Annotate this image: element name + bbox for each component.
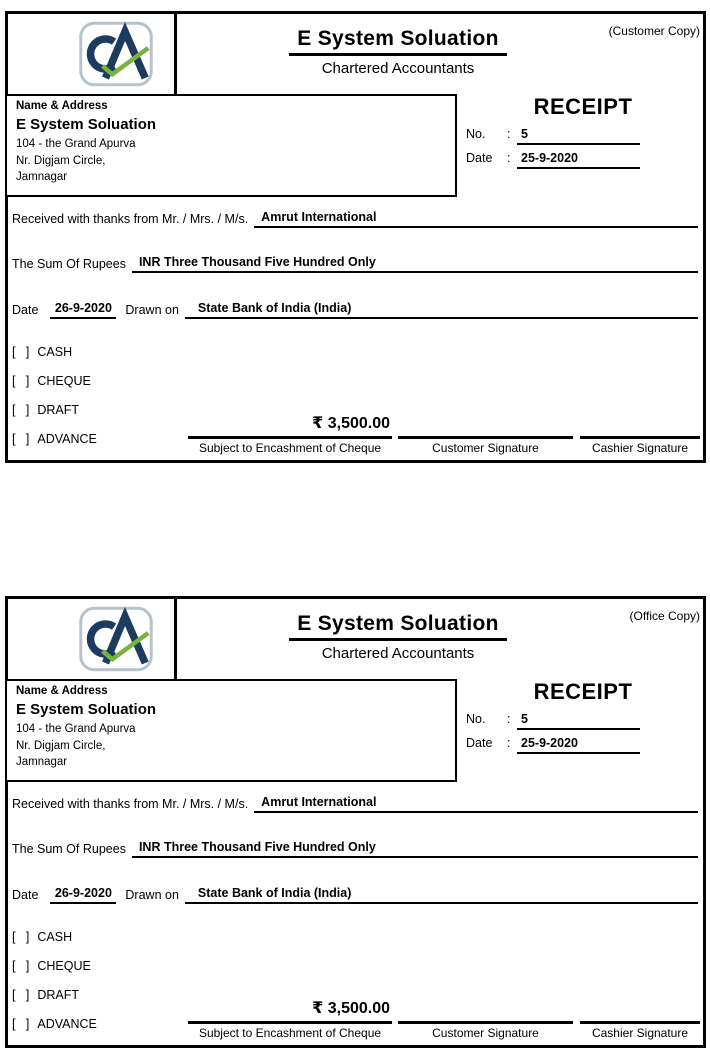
payment-mode-label: ADVANCE xyxy=(37,432,97,446)
address-name: E System Soluation xyxy=(16,116,157,133)
cheque-date-value: 26-9-2020 xyxy=(50,301,116,319)
address-heading: Name & Address xyxy=(16,685,108,697)
receipt-date-label: Date xyxy=(466,151,493,165)
receipt-no-row xyxy=(466,127,640,145)
payment-mode-list xyxy=(12,345,97,461)
cashier-signature-block xyxy=(580,997,700,1040)
drawn-on-label: Drawn on xyxy=(125,303,179,317)
receipt-no-separator: : xyxy=(507,712,511,726)
address-box xyxy=(5,94,457,197)
ca-logo-icon xyxy=(77,606,155,672)
payment-mode-label: CHEQUE xyxy=(37,959,91,973)
sum-of-rupees-row xyxy=(12,255,698,273)
payment-mode-label: DRAFT xyxy=(37,403,80,417)
amount-value: ₹ 3,500.00 xyxy=(312,415,390,432)
received-from-value: Amrut International xyxy=(254,795,698,813)
signature-strip xyxy=(188,412,700,455)
customer-signature-caption: Customer Signature xyxy=(398,436,573,455)
receipt-heading: RECEIPT xyxy=(533,94,633,119)
amount-value: ₹ 3,500.00 xyxy=(312,1000,390,1017)
cheque-checkbox: [ ] xyxy=(12,959,30,973)
drawn-on-value: State Bank of India (India) xyxy=(185,886,698,904)
payment-mode-list xyxy=(12,930,97,1046)
payment-mode-cheque xyxy=(12,374,97,403)
received-from-row xyxy=(12,795,698,813)
customer-signature-block xyxy=(398,997,573,1040)
draft-checkbox: [ ] xyxy=(12,988,30,1002)
draft-checkbox: [ ] xyxy=(12,403,30,417)
receipt-no-value: 5 xyxy=(517,712,640,730)
payment-mode-cash xyxy=(12,345,97,374)
payment-mode-draft xyxy=(12,988,97,1017)
cashier-signature-caption: Cashier Signature xyxy=(580,436,700,455)
address-line: Jamnagar xyxy=(16,171,68,183)
address-line: Nr. Digjam Circle, xyxy=(16,739,106,752)
address-name: E System Soluation xyxy=(16,701,157,718)
advance-checkbox: [ ] xyxy=(12,1017,30,1031)
receipt-date-row xyxy=(466,151,640,169)
receipt-card xyxy=(5,11,706,463)
amount-caption: Subject to Encashment of Cheque xyxy=(188,436,392,455)
payment-mode-advance xyxy=(12,432,97,461)
sum-of-rupees-label: The Sum Of Rupees xyxy=(12,842,126,856)
receipt-heading: RECEIPT xyxy=(533,679,633,704)
receipt-no-label: No. xyxy=(466,712,486,726)
cheque-date-label: Date xyxy=(12,303,39,317)
firm-subtitle: Chartered Accountants xyxy=(321,645,475,662)
sum-of-rupees-value: INR Three Thousand Five Hundred Only xyxy=(132,255,698,273)
payment-mode-label: CHEQUE xyxy=(37,374,91,388)
receipt-date-label: Date xyxy=(466,736,493,750)
receipt-date-value: 25-9-2020 xyxy=(517,736,640,754)
payment-mode-label: CASH xyxy=(37,930,73,944)
sum-of-rupees-row xyxy=(12,840,698,858)
signature-strip xyxy=(188,997,700,1040)
receipt-no-label: No. xyxy=(466,127,486,141)
receipt-card xyxy=(5,596,706,1048)
payment-mode-label: CASH xyxy=(37,345,73,359)
amount-block xyxy=(188,997,392,1040)
receipt-no-value: 5 xyxy=(517,127,640,145)
header-divider xyxy=(174,599,177,680)
cashier-signature-caption: Cashier Signature xyxy=(580,1021,700,1040)
customer-signature-block xyxy=(398,412,573,455)
firm-header xyxy=(213,27,583,77)
firm-title: E System Soluation xyxy=(289,27,506,56)
payment-mode-draft xyxy=(12,403,97,432)
drawn-on-value: State Bank of India (India) xyxy=(185,301,698,319)
received-from-value: Amrut International xyxy=(254,210,698,228)
ca-logo xyxy=(77,606,155,672)
sum-of-rupees-label: The Sum Of Rupees xyxy=(12,257,126,271)
receipt-date-separator: : xyxy=(507,151,511,165)
address-box xyxy=(5,679,457,782)
copy-label: (Office Copy) xyxy=(629,609,700,623)
advance-checkbox: [ ] xyxy=(12,432,30,446)
payment-mode-label: ADVANCE xyxy=(37,1017,97,1031)
firm-title: E System Soluation xyxy=(289,612,506,641)
received-from-label: Received with thanks from Mr. / Mrs. / M/s. xyxy=(12,212,249,226)
received-from-row xyxy=(12,210,698,228)
firm-subtitle: Chartered Accountants xyxy=(321,60,475,77)
ca-logo-icon xyxy=(77,21,155,87)
firm-header xyxy=(213,612,583,662)
address-line: Nr. Digjam Circle, xyxy=(16,154,106,167)
receipt-no-row xyxy=(466,712,640,730)
cheque-date-label: Date xyxy=(12,888,39,902)
receipt-date-value: 25-9-2020 xyxy=(517,151,640,169)
customer-signature-caption: Customer Signature xyxy=(398,1021,573,1040)
payment-mode-cheque xyxy=(12,959,97,988)
cash-checkbox: [ ] xyxy=(12,930,30,944)
received-from-label: Received with thanks from Mr. / Mrs. / M/s. xyxy=(12,797,249,811)
cashier-signature-block xyxy=(580,412,700,455)
amount-caption: Subject to Encashment of Cheque xyxy=(188,1021,392,1040)
cheque-checkbox: [ ] xyxy=(12,374,30,388)
amount-block xyxy=(188,412,392,455)
address-line: 104 - the Grand Apurva xyxy=(16,723,136,735)
receipt-date-separator: : xyxy=(507,736,511,750)
address-line: 104 - the Grand Apurva xyxy=(16,138,136,150)
receipt-date-row xyxy=(466,736,640,754)
ca-logo xyxy=(77,21,155,87)
payment-mode-label: DRAFT xyxy=(37,988,80,1002)
cheque-date-value: 26-9-2020 xyxy=(50,886,116,904)
address-heading: Name & Address xyxy=(16,100,108,112)
payment-mode-advance xyxy=(12,1017,97,1046)
payment-mode-cash xyxy=(12,930,97,959)
cash-checkbox: [ ] xyxy=(12,345,30,359)
address-line: Jamnagar xyxy=(16,756,68,768)
cheque-details-row xyxy=(12,301,698,319)
receipt-no-separator: : xyxy=(507,127,511,141)
sum-of-rupees-value: INR Three Thousand Five Hundred Only xyxy=(132,840,698,858)
copy-label: (Customer Copy) xyxy=(608,24,700,38)
header-divider xyxy=(174,14,177,95)
drawn-on-label: Drawn on xyxy=(125,888,179,902)
cheque-details-row xyxy=(12,886,698,904)
